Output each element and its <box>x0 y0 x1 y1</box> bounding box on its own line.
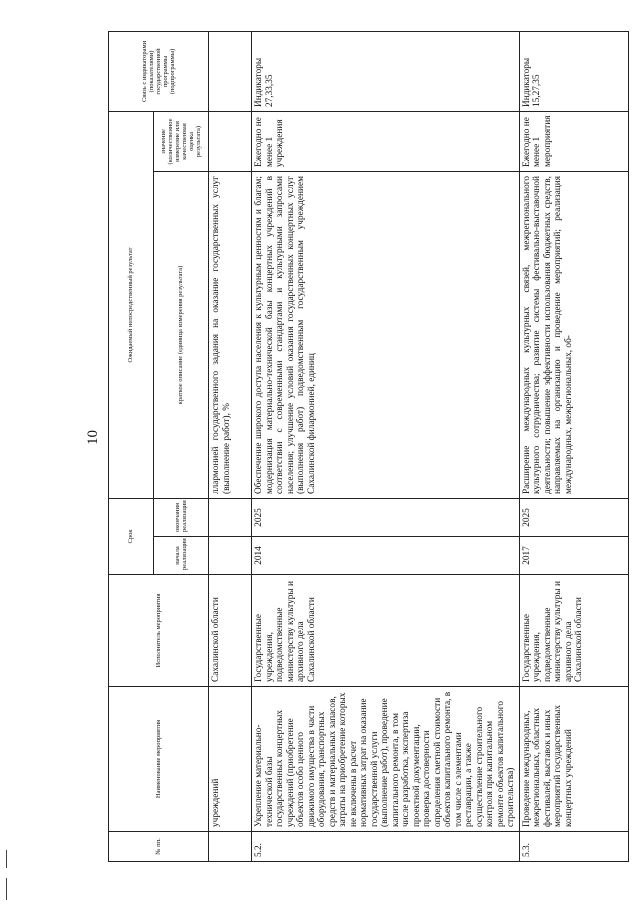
row-link <box>209 32 252 112</box>
row-end <box>209 499 252 537</box>
row-link: Индикаторы 15,27,35 <box>519 32 628 112</box>
row-name: Проведение международных, межрегиональных, областных фестивалей, выставок и иных мероприятий государственных концертных учреждений <box>519 687 628 832</box>
row-name: Укрепление материально-технической базы государственных концертных учреждений (приобретение объектов особо ценного движимого имущества в части оборудования, транспортных средств и материальных запасов, затраты на приобретение которых не включены в расчет нормативных затрат на оказание государственной услуги (выполнение работ), проведение капитального ремонта, в том числе разработка, экспертиза проектной документации, проверка достоверности определения сметной стоимости объектов капитального ремонта, в том числе с элементами реставрации, а также осуществление строительного контроля при капитальном ремонте объектов капитального строительства) <box>252 687 520 832</box>
page-number: 10 <box>85 430 101 445</box>
header-start: начала реализации <box>154 537 209 575</box>
row-name: учреждений <box>209 687 252 832</box>
row-end: 2025 <box>252 499 520 537</box>
header-name: Наименование мероприятия <box>109 687 209 832</box>
rotated-table-page <box>108 32 598 862</box>
header-result-value: значение (количественное измерение или качественная оценка результата) <box>154 112 209 172</box>
header-num: № пп. <box>109 832 209 862</box>
row-num: 5.2. <box>252 832 520 862</box>
row-result-desc: Расширение международных культурных связей, межрегионального культурного сотрудничества; развитие системы фестивально-выставочной деятельности; повышение эффективности использования бюджетных средств, направляемых на организацию и проведение мероприятий; реализация международных, межрегиональных, об- <box>519 172 628 499</box>
table-row <box>519 32 628 862</box>
row-start: 2017 <box>519 537 628 575</box>
row-num <box>209 832 252 862</box>
scan-mark <box>6 878 7 900</box>
activities-table <box>108 31 629 862</box>
table-row <box>209 32 252 862</box>
row-executor: Государственные учреждения, подведомственные министерству культуры и архивного дела Сахалинской области <box>519 575 628 687</box>
table-row <box>252 32 520 862</box>
row-result-value: Ежегодно не менее 1 учреждения <box>252 112 520 172</box>
row-end: 2025 <box>519 499 628 537</box>
scan-mark <box>6 850 7 868</box>
row-start <box>209 537 252 575</box>
row-executor: Сахалинской области <box>209 575 252 687</box>
row-num: 5.3. <box>519 832 628 862</box>
header-executor: Исполнитель мероприятия <box>109 575 209 687</box>
header-term: Срок <box>109 499 154 575</box>
row-start: 2014 <box>252 537 520 575</box>
header-result-desc: краткое описание (единица измерения результата) <box>154 172 209 499</box>
row-result-desc: Обеспечение широкого доступа населения к культурным ценностям и благам; модернизация материально-технической базы концертных учреждений в соответствии с современными стандартами и культурными запросами населения; улучшение условий оказания государственных концертных услуг (выполнения работ) подведомственным государственным учреждением Сахалинской филармонией, единиц <box>252 172 520 499</box>
row-link: Индикаторы 27,33,35 <box>252 32 520 112</box>
header-end: окончания реализации <box>154 499 209 537</box>
row-executor: Государственные учреждения, подведомственные министерству культуры и архивного дела Сахалинской области <box>252 575 520 687</box>
header-link: Связь с индикаторами (показателями) государственной программы (подпрограммы) <box>109 32 209 112</box>
header-result: Ожидаемый непосредственный результат <box>109 112 154 499</box>
row-result-value <box>209 112 252 172</box>
row-result-desc: ллармонией государственного задания на оказание государственных услуг (выполнение работ), % <box>209 172 252 499</box>
row-result-value: Ежегодно не менее 1 мероприятия <box>519 112 628 172</box>
